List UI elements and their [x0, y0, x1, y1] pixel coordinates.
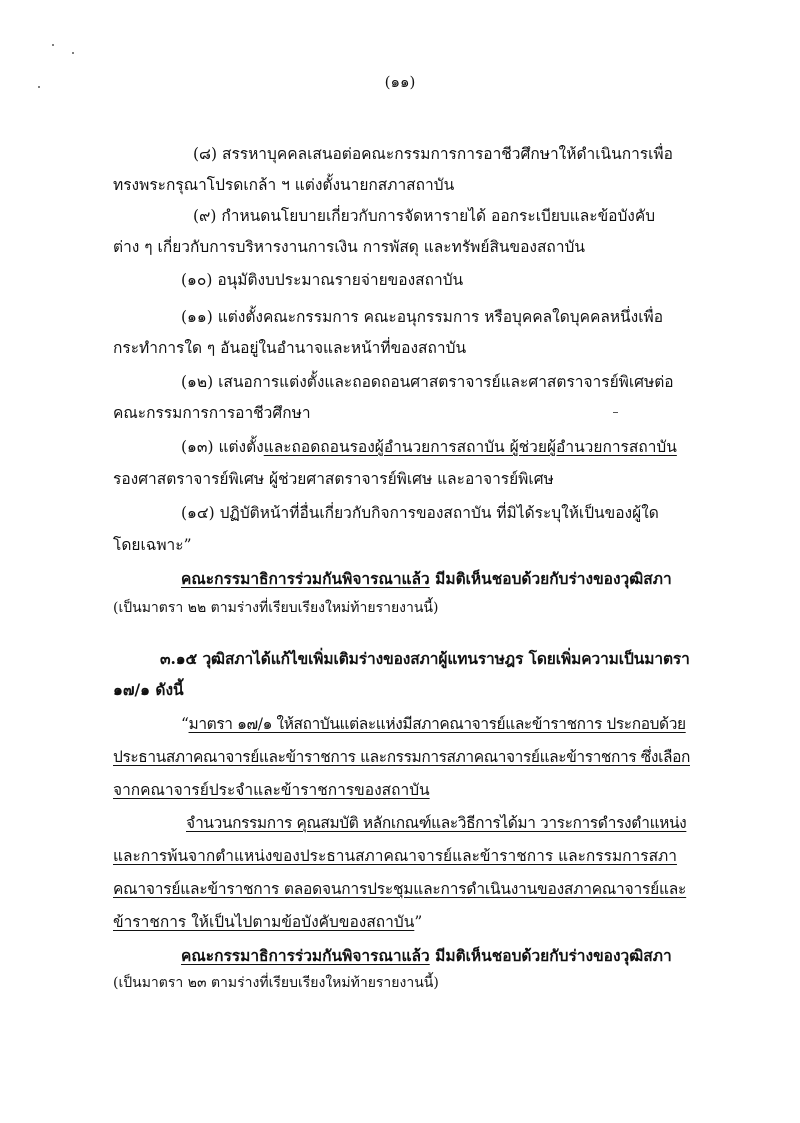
text-span: (๑๓) แต่งตั้ง [181, 438, 264, 456]
text-line [181, 436, 677, 458]
text-line: ทรงพระกรุณาโปรดเกล้า ฯ แต่งตั้งนายกสภาสถาบัน [113, 176, 455, 194]
section-note: (เป็นมาตรา ๒๒ ตามร่างที่เรียบเรียงใหม่ท้ายรายงานนี้) [113, 600, 439, 616]
text-line [181, 713, 686, 735]
text-line: (๑๐) อนุมัติงบประมาณรายจ่ายของสถาบัน [181, 271, 464, 289]
text-line: (๙) กำหนดนโยบายเกี่ยวกับการจัดหารายได้ ออกระเบียบและข้อบังคับ [193, 207, 656, 225]
underlined-text: และถอดถอนรองผู้อำนวยการสถาบัน ผู้ช่วยผู้อำนวยการสถาบัน [263, 438, 677, 456]
scan-speck [613, 412, 618, 413]
underlined-line: ประธานสภาคณาจารย์และข้าราชการ และกรรมการสภาคณาจารย์และข้าราชการ ซึ่งเลือก [113, 748, 690, 766]
underlined-line: จำนวนกรรมการ คุณสมบัติ หลักเกณฑ์และวิธีการได้มา วาระการดำรงตำแหน่ง [186, 814, 687, 832]
underlined-line: จากคณาจารย์ประจำและข้าราชการของสถาบัน [113, 781, 430, 799]
section-note: (เป็นมาตรา ๒๓ ตามร่างที่เรียบเรียงใหม่ท้ายรายงานนี้) [113, 975, 439, 991]
underlined-text: มาตรา ๑๗/๑ ให้สถาบันแต่ละแห่งมีสภาคณาจารย์และข้าราชการ ประกอบด้วย [188, 715, 686, 733]
text-line: (๑๔) ปฏิบัติหน้าที่อื่นเกี่ยวกับกิจการของสถาบัน ที่มิได้ระบุให้เป็นของผู้ใด [181, 504, 659, 522]
resolution-text: มีมติเห็นชอบด้วยกับร่างของวุฒิสภา [429, 569, 672, 588]
close-quote: ” [414, 913, 423, 931]
scan-speck [52, 44, 54, 46]
underlined-line: คณาจารย์และข้าราชการ ตลอดจนการประชุมและการดำเนินงานของสภาคณาจารย์และ [113, 880, 687, 898]
text-line: ต่าง ๆ เกี่ยวกับการบริหารงานการเงิน การพัสดุ และทรัพย์สินของสถาบัน [113, 238, 585, 256]
text-line: ๑๗/๑ ดังนี้ [113, 680, 184, 699]
text-line: กระทำการใด ๆ อันอยู่ในอำนาจและหน้าที่ของสถาบัน [113, 339, 467, 357]
resolution-line [181, 568, 672, 590]
section-heading: ๓.๑๕ วุฒิสภาได้แก้ไขเพิ่มเติมร่างของสภาผู้แทนราษฎร โดยเพิ่มความเป็นมาตรา [160, 649, 690, 668]
text-line: (๘) สรรหาบุคคลเสนอต่อคณะกรรมการการอาชีวศึกษาให้ดำเนินการเพื่อ [193, 145, 673, 163]
text-line: รองศาสตราจารย์พิเศษ ผู้ช่วยศาสตราจารย์พิเศษ และอาจารย์พิเศษ [113, 470, 554, 488]
open-quote: “ [181, 715, 189, 733]
text-line: (๑๒) เสนอการแต่งตั้งและถอดถอนศาสตราจารย์และศาสตราจารย์พิเศษต่อ [181, 373, 674, 391]
scan-speck [72, 52, 74, 54]
committee-heading: คณะกรรมาธิการร่วมกันพิจารณาแล้ว [181, 569, 430, 588]
text-line: โดยเฉพาะ” [113, 536, 192, 554]
underlined-line: และการพ้นจากตำแหน่งของประธานสภาคณาจารย์และข้าราชการ และกรรมการสภา [113, 847, 677, 865]
committee-heading: คณะกรรมาธิการร่วมกันพิจารณาแล้ว [181, 946, 430, 965]
resolution-text: มีมติเห็นชอบด้วยกับร่างของวุฒิสภา [429, 946, 672, 965]
resolution-line [181, 945, 672, 967]
text-line [113, 911, 422, 933]
text-line: คณะกรรมการการอาชีวศึกษา [113, 404, 311, 422]
page-number: (๑๑) [384, 73, 416, 91]
underlined-text: ข้าราชการ ให้เป็นไปตามข้อบังคับของสถาบัน [113, 913, 415, 931]
text-line: (๑๑) แต่งตั้งคณะกรรมการ คณะอนุกรรมการ หรือบุคคลใดบุคคลหนึ่งเพื่อ [181, 308, 664, 326]
